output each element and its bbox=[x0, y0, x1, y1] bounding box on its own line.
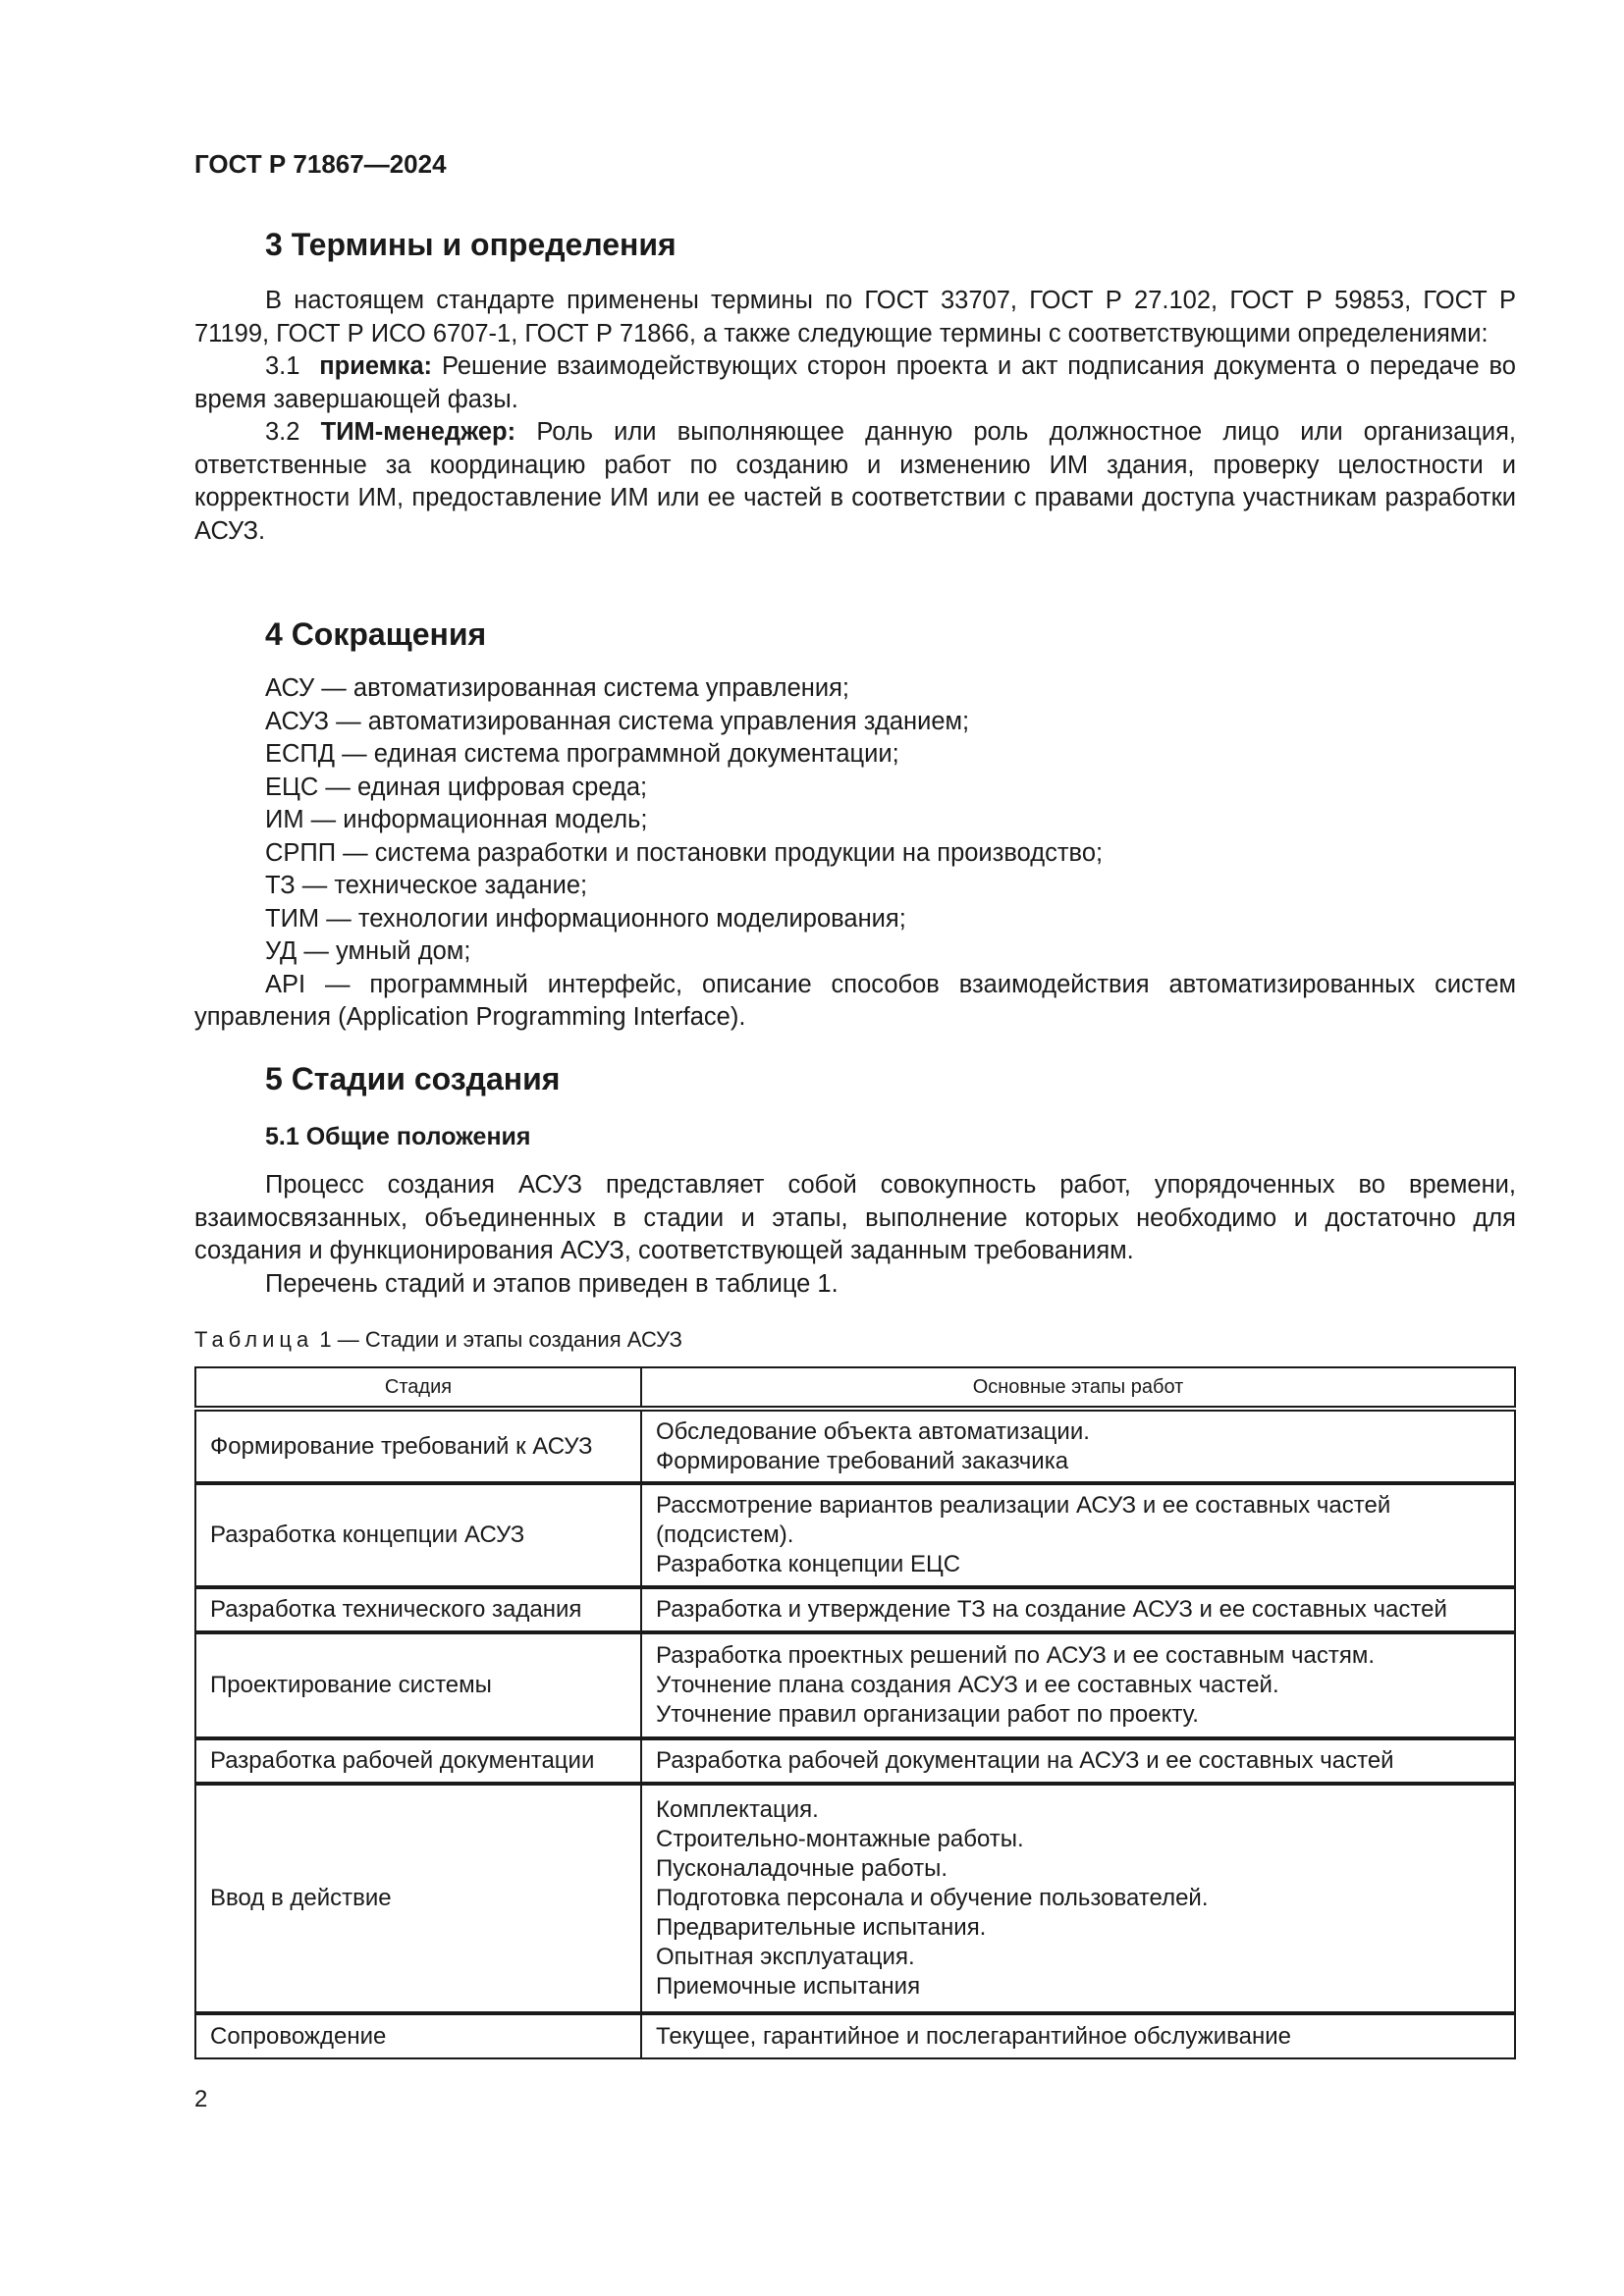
stage-cell: Проектирование системы bbox=[195, 1632, 641, 1738]
section-3 bbox=[194, 227, 1516, 548]
abbreviation-item: ТИМ — технологии информационного моделирования; bbox=[265, 904, 906, 933]
step-line: Комплектация. bbox=[656, 1796, 819, 1823]
stage-cell: Ввод в действие bbox=[195, 1784, 641, 2013]
term-2 bbox=[194, 416, 1516, 548]
abbreviation-item: ЕСПД — единая система программной документации; bbox=[265, 740, 899, 768]
stage-cell: Разработка рабочей документации bbox=[195, 1738, 641, 1784]
paragraph: Перечень стадий и этапов приведен в таблице 1. bbox=[265, 1269, 839, 1298]
abbreviation-item: ИМ — информационная модель; bbox=[265, 806, 648, 833]
column-header: Основные этапы работ bbox=[641, 1367, 1515, 1409]
step-line: Обследование объекта автоматизации. bbox=[656, 1417, 1090, 1445]
terms-intro: В настоящем стандарте применены термины по ГОСТ 33707, ГОСТ Р 27.102, ГОСТ Р 59853, ГОСТ Р 71199, ГОСТ Р ИСО 6707-1, ГОСТ Р 71866, а также следующие термины с соответствующими определениями: bbox=[194, 287, 1516, 347]
step-line: Подготовка персонала и обучение пользователей. bbox=[656, 1885, 1209, 1911]
step-line: Текущее, гарантийное и послегарантийное обслуживание bbox=[656, 2022, 1291, 2050]
section-title: 5 Стадии создания bbox=[265, 1061, 561, 1096]
table-row bbox=[195, 2013, 1515, 2058]
term-definition: Решение взаимодействующих сторон проекта и акт подписания документа о передаче во время завершающей фазы. bbox=[194, 352, 1516, 413]
table-header-row bbox=[195, 1367, 1515, 1409]
term-number: 3.2 bbox=[265, 418, 300, 446]
section-title: 4 Сокращения bbox=[265, 616, 487, 652]
table-caption bbox=[194, 1327, 1516, 1353]
step-line: Разработка концепции ЕЦС bbox=[656, 1551, 961, 1577]
step-line: Уточнение плана создания АСУЗ и ее составных частей. bbox=[656, 1672, 1279, 1698]
step-line: Опытная эксплуатация. bbox=[656, 1944, 915, 1970]
steps-cell bbox=[641, 1784, 1515, 2013]
caption-label: Таблица bbox=[194, 1327, 314, 1352]
stage-cell: Сопровождение bbox=[195, 2013, 641, 2058]
abbreviation-item: АСУ — автоматизированная система управления; bbox=[265, 674, 849, 702]
column-header: Стадия bbox=[195, 1367, 641, 1409]
steps-cell bbox=[641, 1632, 1515, 1738]
term-number: 3.1 bbox=[265, 352, 300, 380]
abbreviation-item: ЕЦС — единая цифровая среда; bbox=[265, 773, 648, 801]
step-line: Уточнение правил организации работ по проекту. bbox=[656, 1701, 1199, 1728]
table-row bbox=[195, 1587, 1515, 1632]
step-line: Разработка проектных решений по АСУЗ и ее составным частям. bbox=[656, 1642, 1376, 1669]
abbreviation-item: АСУЗ — автоматизированная система управления зданием; bbox=[265, 707, 970, 735]
subsection-title: 5.1 Общие положения bbox=[265, 1123, 531, 1150]
steps-cell bbox=[641, 2013, 1515, 2058]
table-row bbox=[195, 1784, 1515, 2013]
steps-cell bbox=[641, 1738, 1515, 1784]
table-row bbox=[195, 1632, 1515, 1738]
steps-cell bbox=[641, 1483, 1515, 1587]
term-1 bbox=[194, 350, 1516, 416]
stages-table-wrap bbox=[194, 1366, 1516, 2059]
stages-table bbox=[194, 1366, 1516, 2059]
abbreviation-item: СРПП — система разработки и постановки продукции на производство; bbox=[265, 838, 1104, 867]
paragraph: Процесс создания АСУЗ представляет собой совокупность работ, упорядоченных во времени, взаимосвязанных, объединенных в стадии и этапы, выполнение которых необходимо и достаточно для создания и функционирования АСУЗ, соответствующей заданным требованиям. bbox=[194, 1171, 1516, 1264]
step-line: Формирование требований заказчика bbox=[656, 1447, 1069, 1474]
stage-cell: Формирование требований к АСУЗ bbox=[195, 1409, 641, 1483]
step-line: Предварительные испытания. bbox=[656, 1914, 987, 1941]
table-row bbox=[195, 1483, 1515, 1587]
section-4 bbox=[194, 616, 1516, 1035]
step-line: Разработка и утверждение ТЗ на создание АСУЗ и ее составных частей bbox=[656, 1596, 1447, 1623]
step-line: Приемочные испытания bbox=[656, 1973, 921, 2000]
section-title: 3 Термины и определения bbox=[265, 227, 677, 262]
step-line: Разработка рабочей документации на АСУЗ и ее составных частей bbox=[656, 1747, 1394, 1774]
step-line: Пусконаладочные работы. bbox=[656, 1855, 948, 1882]
steps-cell bbox=[641, 1587, 1515, 1632]
table-row bbox=[195, 1409, 1515, 1483]
stage-cell: Разработка технического задания bbox=[195, 1587, 641, 1632]
table-row bbox=[195, 1738, 1515, 1784]
term-definition: Роль или выполняющее данную роль должностное лицо или организация, ответственные за координацию работ по созданию и изменению ИМ здания, проверку целостности и корректности ИМ, предоставление ИМ или ее частей в соответствии с правами доступа участникам разработки АСУЗ. bbox=[194, 418, 1517, 545]
term-name: приемка: bbox=[319, 352, 433, 380]
caption-text: 1 — Стадии и этапы создания АСУЗ bbox=[319, 1327, 682, 1352]
step-line: Строительно-монтажные работы. bbox=[656, 1826, 1024, 1852]
abbreviation-list bbox=[194, 672, 1516, 1035]
abbreviation-item: УД — умный дом; bbox=[265, 937, 471, 965]
abbreviation-item: API — программный интерфейс, описание способов взаимодействия автоматизированных систем управления (Application Programming Interface). bbox=[194, 970, 1516, 1031]
term-name: ТИМ-менеджер: bbox=[320, 418, 516, 446]
document-header: ГОСТ Р 71867—2024 bbox=[194, 149, 447, 179]
page-number: 2 bbox=[194, 2086, 208, 2112]
section-5 bbox=[194, 1061, 1516, 1301]
stage-cell: Разработка концепции АСУЗ bbox=[195, 1483, 641, 1587]
steps-cell bbox=[641, 1409, 1515, 1483]
step-line: Рассмотрение вариантов реализации АСУЗ и ее составных частей (подсистем). bbox=[656, 1492, 1391, 1548]
abbreviation-item: ТЗ — техническое задание; bbox=[265, 872, 588, 899]
